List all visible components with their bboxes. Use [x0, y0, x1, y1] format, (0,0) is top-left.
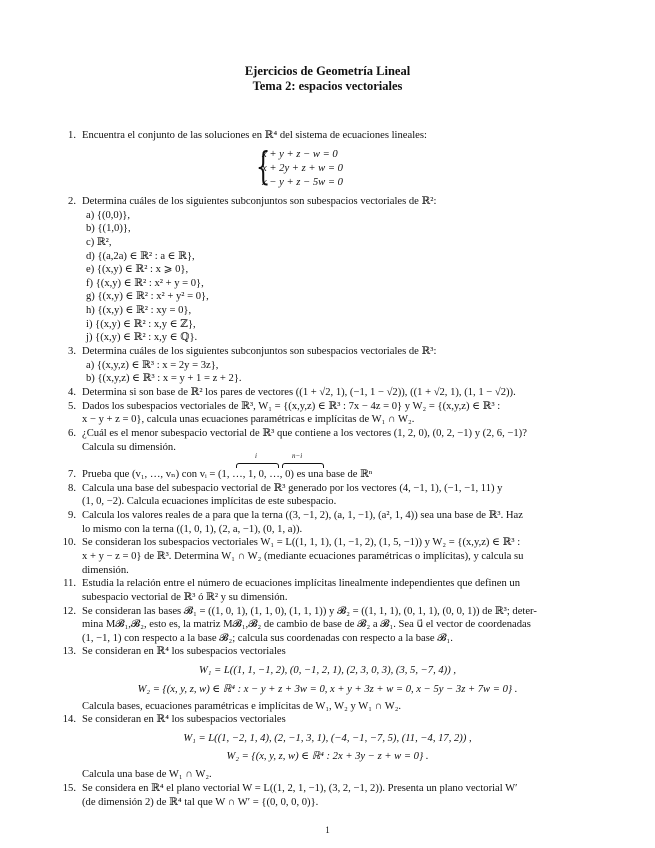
overbrace [236, 463, 279, 468]
exercise-text: Determina si son base de ℝ² los pares de vectores ((1 + √2, 1), (−1, 1 − √2)), ((1 + √2, 1), (1, 1 − √2)). [82, 387, 516, 398]
page-number: 1 [325, 825, 330, 835]
exercise-number: 12. [62, 606, 76, 617]
list-item: c) ℝ², [86, 237, 112, 248]
exercise-text: Estudia la relación entre el número de ecuaciones implícitas linealmente independientes que definen un [82, 578, 521, 589]
list-item: e) {(x,y) ∈ ℝ² : x ⩾ 0}, [86, 264, 189, 275]
document-title: Ejercicios de Geometría Lineal [244, 64, 411, 78]
list-item: b) {(x,y,z) ∈ ℝ³ : x = y + 1 = z + 2}. [86, 373, 242, 384]
exercise-number: 5. [68, 401, 76, 412]
exercise-text: lo mismo con la terna ((1, 0, 1), (2, a, −1), (0, 1, a)). [82, 524, 303, 535]
exercise-number: 14. [62, 714, 76, 725]
exercise-text: Se consideran los subespacios vectoriales W₁ = L((1, 1, 1), (1, −1, 2), (1, 5, −1)) y W₂ = {(x,y,z) ∈ ℝ³ : [82, 537, 521, 548]
exercise-text: x − y + z = 0}, calcula unas ecuaciones paramétricas e implícitas de W₁ ∩ W₂. [82, 414, 415, 425]
exercise-text: mina M𝓑₁,𝓑₂, esto es, la matriz M𝓑₁,𝓑₂ de cambio de base de 𝓑₂ a 𝓑₁. Sea u⃗ el vector de coordenadas [82, 619, 531, 630]
equation: W₂ = {(x, y, z, w) ∈ ℝ⁴ : 2x + 3y − z + w = 0} . [226, 751, 429, 762]
list-item: a) {(0,0)}, [86, 210, 130, 221]
exercise-number: 9. [68, 510, 76, 521]
equation: x − y + z − 5w = 0 [262, 177, 343, 188]
list-item: h) {(x,y) ∈ ℝ² : xy = 0}, [86, 305, 192, 316]
document-subtitle: Tema 2: espacios vectoriales [252, 79, 403, 93]
equation: W₁ = L((1, 1, −1, 2), (0, −1, 2, 1), (2, 3, 0, 3), (3, 5, −7, 4)) , [198, 665, 457, 676]
exercise-number: 2. [68, 196, 76, 207]
list-item: a) {(x,y,z) ∈ ℝ³ : x = 2y = 3z}, [86, 360, 219, 371]
overbrace-label: n−i [292, 452, 303, 460]
equation: x + 2y + z + w = 0 [262, 163, 343, 174]
exercise-number: 13. [62, 646, 76, 657]
exercise-number: 4. [68, 387, 76, 398]
exercise-text: Calcula los valores reales de a para que la terna ((3, −1, 2), (a, 1, −1), (a², 1, 4)) sea una base de ℝ³. Haz [82, 510, 523, 521]
exercise-text: (1, 0, −2). Calcula ecuaciones implícitas de este subespacio. [82, 496, 337, 507]
exercise-text: (1, −1, 1) con respecto a la base 𝓑₂; calcula sus coordenadas con respecto a la base 𝓑₁. [82, 633, 453, 644]
exercise-number: 15. [62, 783, 76, 794]
exercise-text: ¿Cuál es el menor subespacio vectorial de ℝ³ que contiene a los vectores (1, 2, 0), (0, 2, −1) y (2, 6, −1)? [82, 428, 527, 439]
exercise-text: dimensión. [82, 565, 129, 576]
exercise-number: 3. [68, 346, 76, 357]
list-item: i) {(x,y) ∈ ℝ² : x,y ∈ ℤ}, [86, 319, 196, 330]
exercise-text: Calcula bases, ecuaciones paramétricas e implícitas de W₁, W₂ y W₁ ∩ W₂. [82, 701, 402, 712]
overbrace-label: i [255, 452, 257, 460]
exercise-text: Se considera en ℝ⁴ el plano vectorial W = L((1, 2, 1, −1), (3, 2, −1, 2)). Presenta un plano vectorial W′ [82, 783, 518, 794]
exercise-text: Calcula su dimensión. [82, 442, 176, 453]
exercise-text: subespacio vectorial de ℝ³ ó ℝ² y su dimensión. [82, 592, 288, 603]
equation: W₂ = {(x, y, z, w) ∈ ℝ⁴ : x − y + z + 3w = 0, x + y + 3z + w = 0, x − 5y − 3z + 7w = 0} . [137, 684, 518, 695]
exercise-text: Se consideran en ℝ⁴ los subespacios vectoriales [82, 714, 286, 725]
exercise-text: Encuentra el conjunto de las soluciones en ℝ⁴ del sistema de ecuaciones lineales: [82, 130, 427, 141]
exercise-text: x + y − z = 0} de ℝ³. Determina W₁ ∩ W₂ (mediante ecuaciones paramétricas o implícitas), y calcula su [82, 551, 524, 562]
exercise-text: Se consideran en ℝ⁴ los subespacios vectoriales [82, 646, 286, 657]
system-brace: { [255, 144, 271, 188]
equation: x + y + z − w = 0 [262, 149, 338, 160]
exercise-text: Se consideran las bases 𝓑₁ = ((1, 0, 1), (1, 1, 0), (1, 1, 1)) y 𝓑₂ = ((1, 1, 1), (0, 1, 1), (0, 0, 1)) de ℝ³; deter- [82, 606, 537, 617]
equation: W₁ = L((1, −2, 1, 4), (2, −1, 3, 1), (−4, −1, −7, 5), (11, −4, 17, 2)) , [183, 733, 472, 744]
list-item: d) {(a,2a) ∈ ℝ² : a ∈ ℝ}, [86, 251, 195, 262]
exercise-text: Prueba que (v₁, …, vₙ) con vᵢ = (1, …, 1, 0, …, 0) es una base de ℝⁿ [82, 469, 373, 480]
list-item: b) {(1,0)}, [86, 223, 131, 234]
exercise-text: Calcula una base de W₁ ∩ W₂. [82, 769, 212, 780]
exercise-number: 1. [68, 130, 76, 141]
list-item: j) {(x,y) ∈ ℝ² : x,y ∈ ℚ}. [86, 332, 198, 343]
exercise-number: 10. [62, 537, 76, 548]
exercise-number: 6. [68, 428, 76, 439]
overbrace [282, 463, 324, 468]
list-item: f) {(x,y) ∈ ℝ² : x² + y = 0}, [86, 278, 204, 289]
exercise-number: 11. [63, 578, 76, 589]
exercise-text: Dados los subespacios vectoriales de ℝ³, W₁ = {(x,y,z) ∈ ℝ³ : 7x − 4z = 0} y W₂ = {(x,y,z) ∈ ℝ³ : [82, 401, 501, 412]
exercise-number: 8. [68, 483, 76, 494]
list-item: g) {(x,y) ∈ ℝ² : x² + y² = 0}, [86, 291, 209, 302]
exercise-text: Determina cuáles de los siguientes subconjuntos son subespacios vectoriales de ℝ³: [82, 346, 437, 357]
exercise-number: 7. [68, 469, 76, 480]
exercise-text: (de dimensión 2) de ℝ⁴ tal que W ∩ W′ = {(0, 0, 0, 0)}. [82, 797, 319, 808]
exercise-text: Determina cuáles de los siguientes subconjuntos son subespacios vectoriales de ℝ²: [82, 196, 437, 207]
exercise-text: Calcula una base del subespacio vectorial de ℝ³ generado por los vectores (4, −1, 1), (−1, −1, 11) y [82, 483, 503, 494]
